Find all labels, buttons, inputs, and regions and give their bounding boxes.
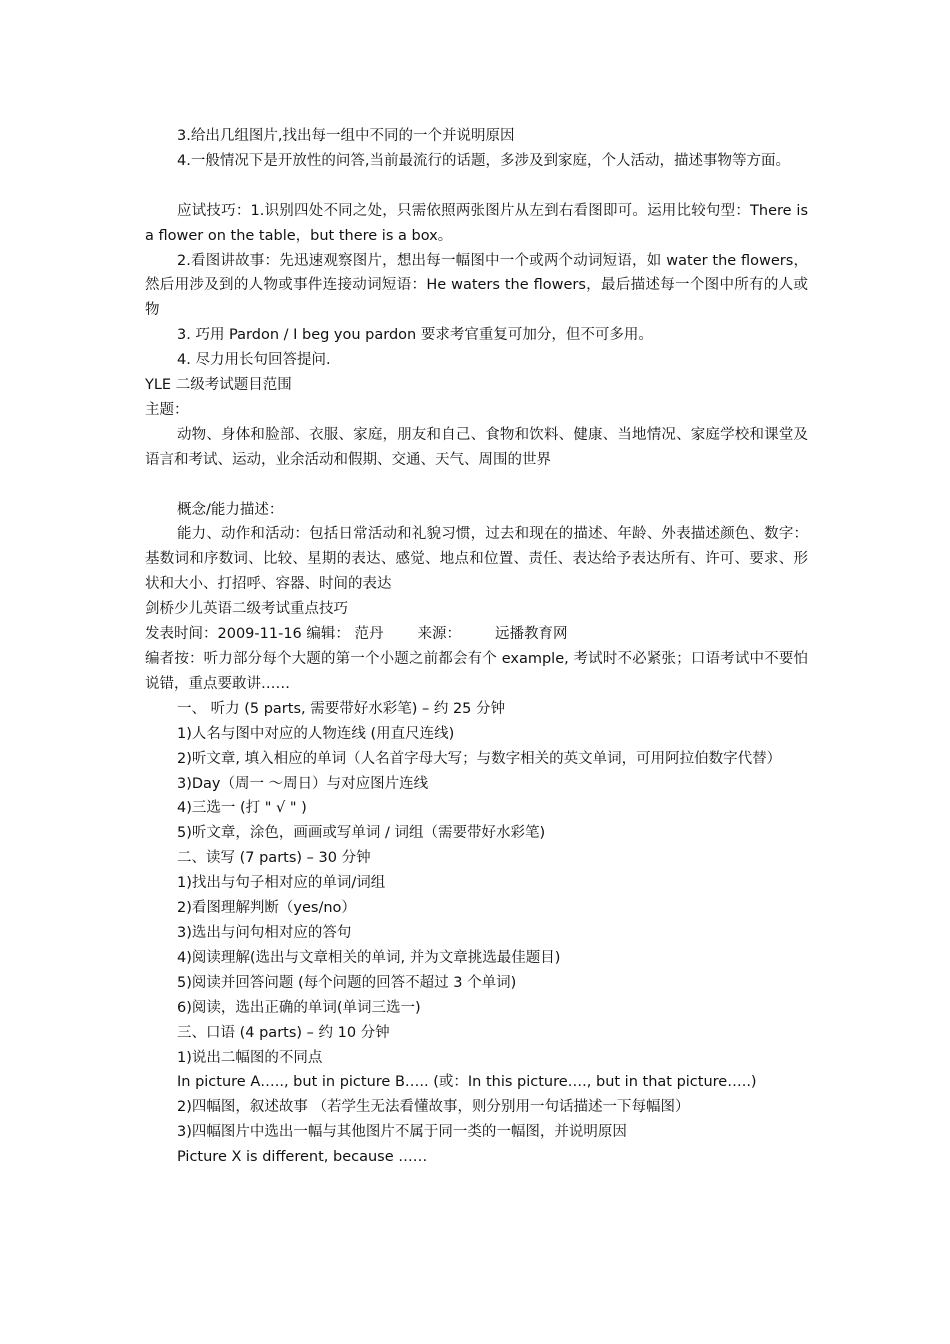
publish-date-editor: 发表时间：2009-11-16 编辑： 范丹 (145, 626, 384, 643)
article-meta (145, 622, 808, 647)
article-title: 剑桥少儿英语二级考试重点技巧 (145, 601, 348, 618)
listening-heading: 一、 听力 (5 parts, 需要带好水彩笔) – 约 25 分钟 (177, 700, 506, 717)
listening-part-5: 5)听文章，涂色，画画或写单词 / 词组（需要带好水彩笔) (177, 825, 546, 842)
reading-part-4: 4)阅读理解(选出与文章相关的单词, 并为文章挑选最佳题目) (177, 949, 561, 966)
listening-part-4: 4)三选一 (打 " √ " ) (177, 800, 307, 817)
concepts-label: 概念/能力描述： (177, 501, 284, 518)
speaking-heading: 三、口语 (4 parts) – 约 10 分钟 (177, 1024, 390, 1041)
exam-tips-3: 3. 巧用 Pardon / I beg you pardon 要求考官重复可加分，但不可多用。 (177, 327, 653, 344)
speaking-part-2: 2)四幅图，叙述故事 （若学生无法看懂故事，则分别用一句话描述一下每幅图） (177, 1099, 690, 1116)
item-3-pictures: 3.给出几组图片,找出每一组中不同的一个并说明原因 (177, 128, 515, 144)
reading-part-5: 5)阅读并回答问题 (每个问题的回答不超过 3 个单词) (177, 974, 517, 991)
speaking-part-3-example: Picture X is different, because …… (177, 1149, 428, 1166)
editor-note: 编者按：听力部分每个大题的第一个小题之前都会有个 example, 考试时不必紧张；口语考试中不要怕说错，重点要敢讲…… (145, 651, 808, 692)
exam-tips-2: 2.看图讲故事：先迅速观察图片，想出每一幅图中一个或两个动词短语，如 water the flowers，然后用涉及到的人物或事件连接动词短语：He waters the flowers，最后描述每一个图中所有的人或物 (145, 252, 808, 319)
listening-part-1: 1)人名与图中对应的人物连线 (用直尺连线) (177, 725, 455, 742)
speaking-part-1-example: In picture A….., but in picture B….. (或：In this picture…., but in that picture…..) (177, 1074, 757, 1091)
exam-tips-1: 应试技巧：1.识别四处不同之处，只需依照两张图片从左到右看图即可。运用比较句型：There is a flower on the table，but there is a box。 (145, 202, 808, 244)
reading-part-1: 1)找出与句子相对应的单词/词组 (177, 875, 386, 892)
section-heading-yle-scope: YLE 二级考试题目范围 (145, 377, 292, 394)
topics-list: 动物、身体和脸部、衣服、家庭，朋友和自己、食物和饮料、健康、当地情况、家庭学校和课堂及语言和考试、运动，业余活动和假期、交通、天气、周围的世界 (145, 426, 808, 468)
listening-part-2: 2)听文章, 填入相应的单词（人名首字母大写；与数字相关的英文单词，可用阿拉伯数字代替） (177, 750, 782, 767)
reading-part-6: 6)阅读，选出正确的单词(单词三选一) (177, 999, 421, 1016)
reading-writing-heading: 二、读写 (7 parts) – 30 分钟 (177, 850, 371, 867)
topics-label: 主题： (145, 401, 189, 418)
reading-part-3: 3)选出与问句相对应的答句 (177, 924, 352, 941)
reading-part-2: 2)看图理解判断（yes/no） (177, 900, 356, 917)
source-name: 远播教育网 (495, 626, 568, 643)
concepts-list: 能力、动作和活动：包括日常活动和礼貌习惯，过去和现在的描述、年龄、外表描述颜色、数字：基数词和序数词、比较、星期的表达、感觉、地点和位置、责任、表达给予表达所有、许可、要求、形状和大小、打招呼、容器、时间的表达 (145, 526, 808, 593)
speaking-part-3: 3)四幅图片中选出一幅与其他图片不属于同一类的一幅图，并说明原因 (177, 1124, 627, 1141)
blank-line (145, 473, 808, 498)
listening-part-3: 3)Day（周一 ～周日）与对应图片连线 (177, 775, 429, 792)
document-page (145, 124, 808, 1170)
blank-line (145, 174, 808, 199)
source-label: 来源： (417, 626, 461, 643)
exam-tips-4: 4. 尽力用长句回答提问. (177, 352, 331, 369)
item-4-open-questions: 4.一般情况下是开放性的问答,当前最流行的话题，多涉及到家庭，个人活动，描述事物等方面。 (177, 152, 790, 169)
speaking-part-1: 1)说出二幅图的不同点 (177, 1049, 323, 1066)
